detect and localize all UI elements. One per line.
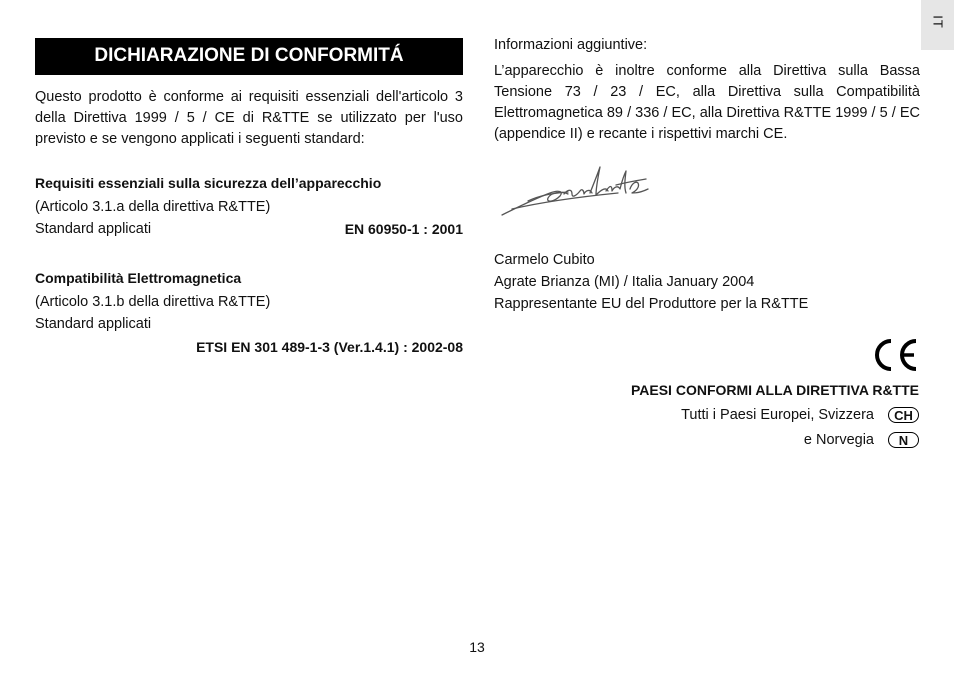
countries-line-2: e Norvegia xyxy=(803,432,874,448)
signatory-role: Rappresentante EU del Produttore per la R&TTE xyxy=(494,296,809,312)
section-emc-standards-label: Standard applicati xyxy=(35,316,152,332)
standards-value: EN 60950-1 : 2001 xyxy=(344,221,463,237)
standards-label: Standard applicati xyxy=(35,221,152,237)
page-number: 13 xyxy=(469,639,485,655)
countries-line-1: Tutti i Paesi Europei, Svizzera xyxy=(681,407,874,423)
additional-info-text: L’apparecchio è inoltre conforme alla Direttiva sulla Bassa Tensione 73 / 23 / EC, alla Direttiva sulla Compatibilità Elettromagnetica 89 / 336 / EC, alla Direttiva R&TTE 1999 / 5 / EC (appendice II) e recante i rispettivi marchi CE. xyxy=(494,63,920,142)
country-badge-ch: CH xyxy=(888,407,919,423)
signatory-name: Carmelo Cubito xyxy=(494,252,595,268)
countries-row-1 xyxy=(681,407,919,423)
countries-title: PAESI CONFORMI ALLA DIRETTIVA R&TTE xyxy=(630,382,919,398)
title-underline xyxy=(35,74,463,75)
page-title: DICHIARAZIONE DI CONFORMITÁ xyxy=(35,38,463,74)
section-emc-title: Compatibilità Elettromagnetica xyxy=(35,270,242,286)
signatory-block xyxy=(494,249,808,315)
country-badge-n: N xyxy=(888,432,919,448)
section-safety-article: (Articolo 3.1.a della direttiva R&TTE) xyxy=(35,199,271,215)
signatory-place-date: Agrate Brianza (MI) / Italia January 2004 xyxy=(494,274,755,290)
countries-row-2 xyxy=(804,432,919,448)
ce-mark-icon xyxy=(872,337,920,373)
language-tab xyxy=(921,0,954,50)
signature-image xyxy=(498,163,650,221)
section-emc-standards-value: ETSI EN 301 489-1-3 (Ver.1.4.1) : 2002-08 xyxy=(196,339,463,355)
section-safety-standards-row xyxy=(35,221,463,237)
intro-paragraph: Questo prodotto è conforme ai requisiti essenziali dell'articolo 3 della Direttiva 1999 / 5 / CE di R&TTE se utilizzato per l'uso previsto e se vengono applicati i seguenti standard: xyxy=(35,89,463,147)
section-emc-article: (Articolo 3.1.b della direttiva R&TTE) xyxy=(35,294,271,310)
language-tab-label: IT xyxy=(930,15,945,29)
section-safety-title: Requisiti essenziali sulla sicurezza dell’apparecchio xyxy=(35,175,382,191)
additional-info-label: Informazioni aggiuntive: xyxy=(494,37,648,53)
